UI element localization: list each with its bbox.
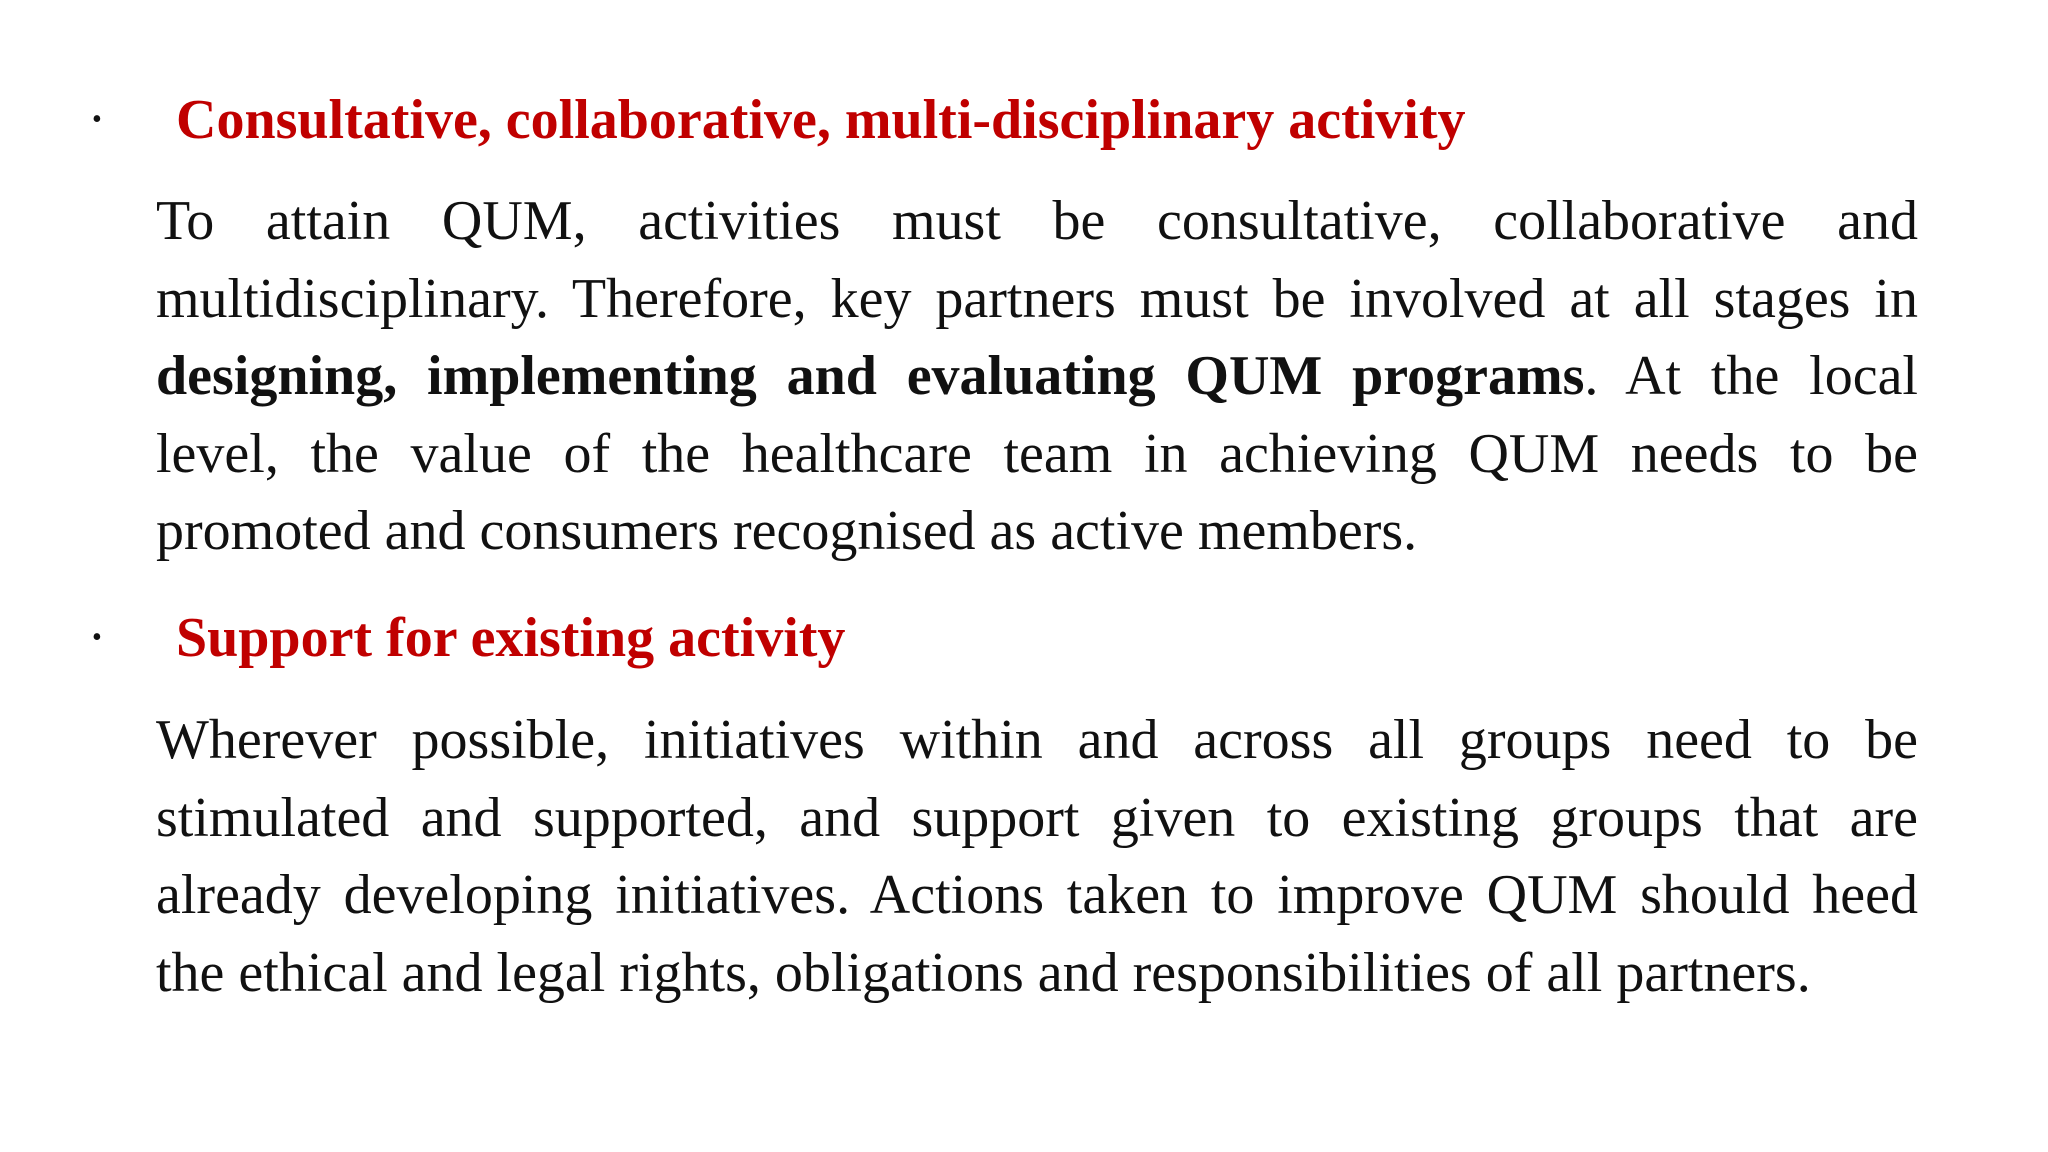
paragraph-text: To attain QUM, activities must be consultative, collaborative and multidisciplinary. Therefore, key partners must be involved at all stages in bbox=[156, 190, 1918, 330]
section-heading: Consultative, collaborative, multi-disciplinary activity bbox=[176, 89, 1466, 151]
section-1-heading-row bbox=[0, 80, 2048, 160]
paragraph-bold-text: designing, implementing and evaluating QUM programs bbox=[156, 345, 1585, 407]
section-heading: Support for existing activity bbox=[176, 607, 846, 669]
section-paragraph bbox=[156, 183, 1918, 571]
paragraph-text: . At the local level, the value of the healthcare team in achieving QUM needs to be promoted and consumers recognised as active members. bbox=[156, 345, 1918, 562]
section-paragraph bbox=[156, 702, 1918, 1012]
bullet-icon: • bbox=[92, 104, 102, 135]
section-2-heading-row bbox=[0, 598, 2048, 678]
bullet-icon: • bbox=[92, 622, 102, 653]
paragraph-text: Wherever possible, initiatives within and across all groups need to be stimulated and supported, and support given to existing groups that are already developing initiatives. Actions taken to improve QUM should heed the ethical and legal rights, obligations and responsibilities of all partners. bbox=[156, 709, 1918, 1004]
